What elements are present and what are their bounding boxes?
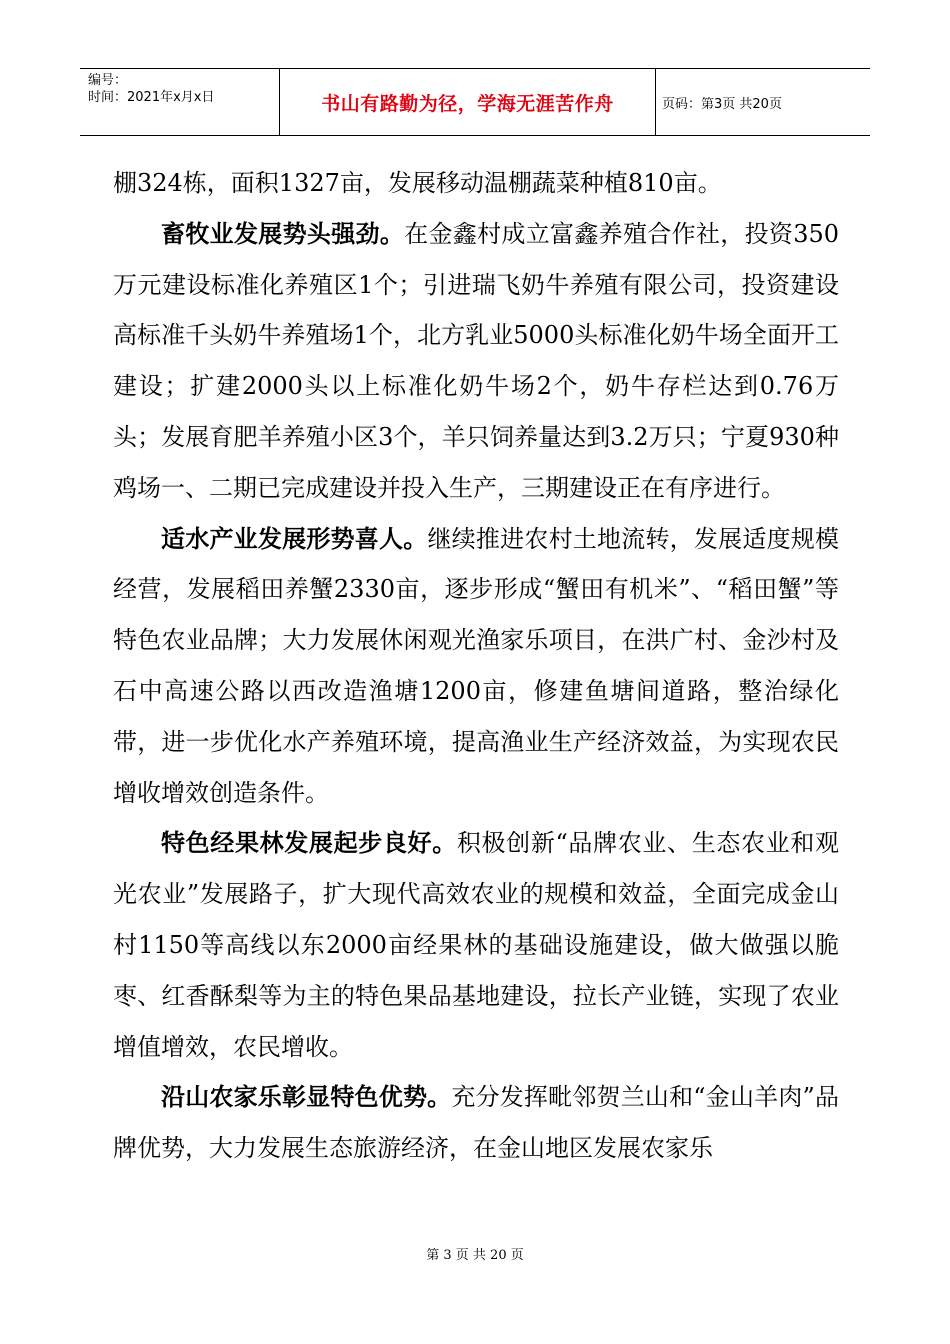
page-header <box>80 68 870 136</box>
paragraph-lead: 特色经果林发展起步良好。 <box>161 828 457 858</box>
paragraph-text: 在金鑫村成立富鑫养殖合作社，投资350万元建设标准化养殖区1个；引进瑞飞奶牛养殖有限公司，投资建设高标准千头奶牛养殖场1个，北方乳业5000头标准化奶牛场全面开工建设；扩建2000头以上标准化奶牛场2个，奶牛存栏达到0.76万头；发展育肥羊养殖小区3个，羊只饲养量达到3.2万只；宁夏930种鸡场一、二期已完成建设并投入生产，三期建设正在有序进行。 <box>113 219 840 502</box>
header-page-info: 页码：第3页 共20页 <box>662 96 782 112</box>
paragraph-livestock <box>113 209 839 514</box>
document-body <box>113 158 839 1174</box>
header-time-label: 时间：2021年x月x日 <box>88 90 215 105</box>
header-meta <box>80 69 280 135</box>
paragraph-text: 积极创新“品牌农业、生态农业和观光农业”发展路子，扩大现代高效农业的规模和效益，全面完成金山村1150等高线以东2000亩经果林的基础设施建设，做大做强以脆枣、红香酥梨等为主的特色果品基地建设，拉长产业链，实现了农业增值增效，农民增收。 <box>113 829 839 1061</box>
header-motto: 书山有路勤为径，学海无涯苦作舟 <box>280 69 656 135</box>
paragraph-orchard <box>113 818 839 1072</box>
paragraph-text: 棚324栋，面积1327亩，发展移动温棚蔬菜种植810亩。 <box>113 169 722 197</box>
paragraph-text: 充分发挥毗邻贺兰山和“金山羊肉”品牌优势，大力发展生态旅游经济，在金山地区发展农家乐 <box>113 1083 839 1163</box>
paragraph-agritourism <box>113 1072 839 1174</box>
header-code-label: 编号： <box>88 73 128 88</box>
paragraph-lead: 沿山农家乐彰显特色优势。 <box>161 1082 452 1112</box>
paragraph-aquaculture <box>113 514 839 819</box>
paragraph-continuation <box>113 158 839 209</box>
paragraph-text: 继续推进农村土地流转，发展适度规模经营，发展稻田养蟹2330亩，逐步形成“蟹田有机米”、“稻田蟹”等特色农业品牌；大力发展休闲观光渔家乐项目，在洪广村、金沙村及石中高速公路以西改造渔塘1200亩，修建鱼塘间道路，整治绿化带，进一步优化水产养殖环境，提高渔业生产经济效益，为实现农民增收增效创造条件。 <box>113 524 840 807</box>
paragraph-lead: 畜牧业发展势头强劲。 <box>161 218 405 248</box>
page-footer: 第 3 页 共 20 页 <box>426 1248 524 1263</box>
paragraph-lead: 适水产业发展形势喜人。 <box>161 523 428 553</box>
